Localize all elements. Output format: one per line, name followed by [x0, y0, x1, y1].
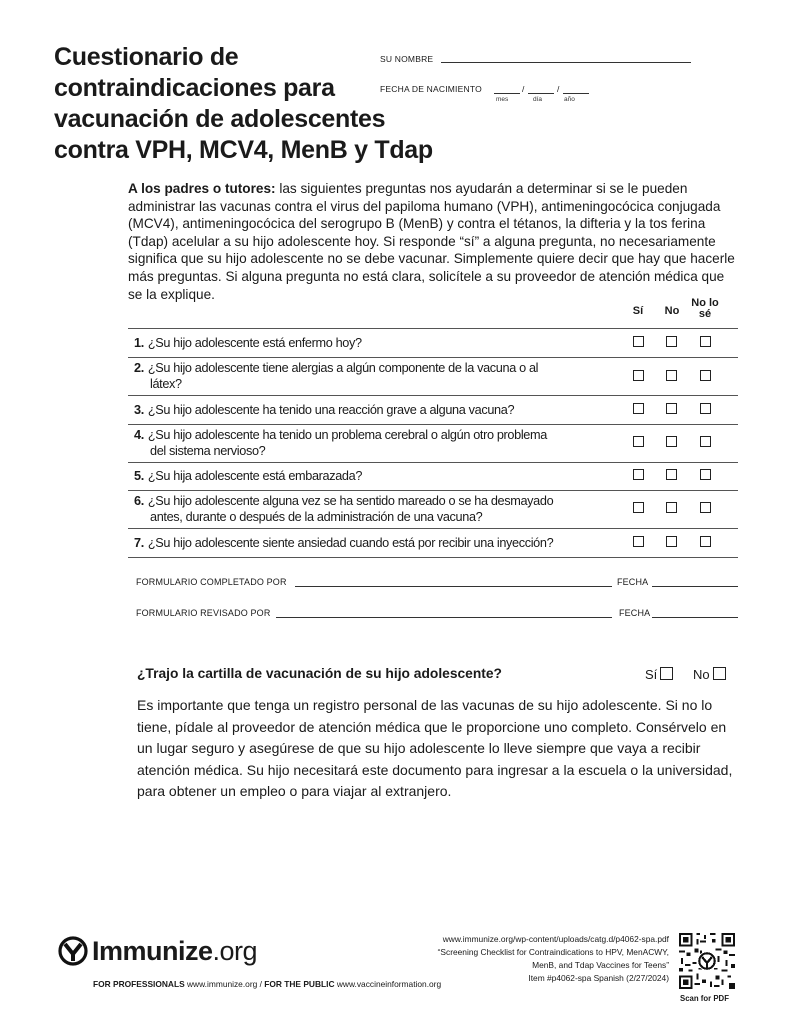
question-text: ¿Su hijo adolescente ha tenido una reacción grave a alguna vacuna?	[147, 403, 515, 417]
intro-lead: A los padres o tutores:	[128, 181, 276, 196]
row-divider	[128, 395, 738, 396]
question-number: 5.	[134, 469, 144, 483]
q4-no-checkbox[interactable]	[666, 436, 677, 447]
reviewed-date-label: FECHA	[619, 608, 651, 618]
reviewed-by-label: FORMULARIO REVISADO POR	[136, 608, 271, 618]
question-text: ¿Su hija adolescente está embarazada?	[147, 469, 363, 483]
q7-no-checkbox[interactable]	[666, 536, 677, 547]
record-card-yes-label: Sí	[645, 667, 658, 682]
q1-no-checkbox[interactable]	[666, 336, 677, 347]
logo-mark-icon	[58, 936, 88, 966]
column-no-heading: No	[664, 305, 680, 317]
title-line-3: vacunación de adolescentes	[54, 105, 386, 133]
public-label: FOR THE PUBLIC	[264, 979, 335, 989]
column-dontknow-line-2: sé	[698, 308, 712, 320]
q5-no-checkbox[interactable]	[666, 469, 677, 480]
q2-yes-checkbox[interactable]	[633, 370, 644, 381]
dob-day-hint: día	[533, 96, 543, 103]
q2-no-checkbox[interactable]	[666, 370, 677, 381]
question-number: 4.	[134, 428, 144, 442]
footer-reference	[438, 933, 669, 985]
title-line-2: contraindicaciones para	[54, 74, 335, 102]
q3-dontknow-checkbox[interactable]	[700, 403, 711, 414]
row-divider	[128, 357, 738, 358]
q6-no-checkbox[interactable]	[666, 502, 677, 513]
question-text-continued: antes, durante o después de la administración de una vacuna?	[150, 509, 483, 524]
dob-year-hint: año	[564, 96, 575, 103]
item-number: Item #p4062-spa Spanish (2/27/2024)	[528, 973, 669, 983]
question-6	[134, 494, 553, 525]
immunize-logo	[58, 934, 257, 968]
reference-title-line-2: MenB, and Tdap Vaccines for Teens”	[532, 960, 669, 970]
row-divider	[128, 557, 738, 558]
footer-divider: /	[259, 979, 262, 989]
pdf-link[interactable]: www.immunize.org/wp-content/uploads/catg.d/p4062-spa.pdf	[442, 934, 669, 944]
q3-yes-checkbox[interactable]	[633, 403, 644, 414]
q7-dontknow-checkbox[interactable]	[700, 536, 711, 547]
record-card-paragraph: Es importante que tenga un registro personal de las vacunas de su hijo adolescente. Si no lo tiene, pídale al proveedor de atención médica que le proporcione uno completo. Consérvelo en un lugar seguro y asegúrese de que su hijo adolescente lo lleve siempre que vaya a recibir atención médica. Su hijo necesitará este documento para ingresar a la escuela o la universidad, para obtener un empleo o para viajar al extranjero.	[137, 697, 733, 799]
record-card-yes-checkbox[interactable]	[660, 667, 673, 680]
q4-dontknow-checkbox[interactable]	[700, 436, 711, 447]
completed-by-label: FORMULARIO COMPLETADO POR	[136, 577, 287, 587]
q7-yes-checkbox[interactable]	[633, 536, 644, 547]
public-link[interactable]: www.vaccineinformation.org	[336, 979, 442, 989]
logo-main-text: Immunize	[92, 935, 213, 966]
row-divider	[128, 528, 738, 529]
question-4	[134, 428, 547, 459]
logo-suffix-text: .org	[212, 935, 258, 966]
dob-separator: /	[522, 84, 525, 94]
q5-dontknow-checkbox[interactable]	[700, 469, 711, 480]
question-number: 2.	[134, 361, 144, 375]
column-yes-heading: Sí	[632, 305, 644, 317]
intro-paragraph	[128, 180, 740, 303]
question-number: 6.	[134, 494, 144, 508]
column-dontknow-line-1: No lo	[691, 297, 719, 309]
reviewed-by-field[interactable]	[276, 617, 612, 618]
logo-wordmark	[92, 936, 257, 967]
question-text-continued: látex?	[150, 376, 182, 391]
question-2	[134, 361, 538, 392]
title-line-4: contra VPH, MCV4, MenB y Tdap	[54, 136, 433, 164]
scan-for-pdf-label: Scan for PDF	[680, 994, 729, 1003]
record-card-no-checkbox[interactable]	[713, 667, 726, 680]
question-5	[134, 469, 362, 485]
question-text-continued: del sistema nervioso?	[150, 443, 266, 458]
record-card-question: ¿Trajo la cartilla de vacunación de su hijo adolescente?	[137, 666, 502, 681]
footer-links	[93, 979, 441, 989]
question-text: ¿Su hijo adolescente siente ansiedad cuando está por recibir una inyección?	[147, 536, 554, 550]
q2-dontknow-checkbox[interactable]	[700, 370, 711, 381]
completed-by-field[interactable]	[295, 586, 612, 587]
dob-label: FECHA DE NACIMIENTO	[380, 84, 482, 94]
q1-yes-checkbox[interactable]	[633, 336, 644, 347]
reviewed-date-field[interactable]	[652, 617, 738, 618]
question-1	[134, 336, 362, 352]
q5-yes-checkbox[interactable]	[633, 469, 644, 480]
question-number: 7.	[134, 536, 144, 550]
dob-month-hint: mes	[496, 96, 509, 103]
completed-date-field[interactable]	[652, 586, 738, 587]
dob-month-field[interactable]	[494, 93, 520, 94]
question-number: 3.	[134, 403, 144, 417]
q6-yes-checkbox[interactable]	[633, 502, 644, 513]
reference-title-line-1: “Screening Checklist for Contraindications to HPV, MenACWY,	[437, 947, 669, 957]
question-text: ¿Su hijo adolescente está enfermo hoy?	[147, 336, 362, 350]
question-text: ¿Su hijo adolescente ha tenido un problema cerebral o algún otro problema	[147, 428, 547, 442]
name-field[interactable]	[441, 62, 691, 63]
completed-date-label: FECHA	[617, 577, 649, 587]
row-divider	[128, 328, 738, 329]
row-divider	[128, 424, 738, 425]
record-card-no-label: No	[693, 667, 710, 682]
dob-day-field[interactable]	[528, 93, 554, 94]
title-line-1: Cuestionario de	[54, 43, 239, 71]
qr-code-icon[interactable]	[679, 933, 735, 989]
name-label: SU NOMBRE	[380, 54, 434, 64]
question-text: ¿Su hijo adolescente tiene alergias a algún componente de la vacuna o al	[147, 361, 539, 375]
question-3	[134, 403, 514, 419]
question-number: 1.	[134, 336, 144, 350]
dob-year-field[interactable]	[563, 93, 589, 94]
row-divider	[128, 462, 738, 463]
intro-text: las siguientes preguntas nos ayudarán a determinar si se le pueden administrar las vacunas contra el virus del papiloma humano (VPH), antimeningocócica conjugada (MCV4), antimeningocócica del serogrupo B (MenB) y contra el tétanos, la difteria y la tos ferina (Tdap) acelular a su hijo adolescente hoy. Si responde “sí” a alguna pregunta, no necesariamente significa que su hijo adolescente no se debe vacunar. Simplemente quiere decir que hay que hacerle más preguntas. Si alguna pregunta no está clara, solicítele a su proveedor de atención médica que se la explique.	[128, 181, 735, 302]
dob-separator: /	[557, 84, 560, 94]
question-text: ¿Su hijo adolescente alguna vez se ha sentido mareado o se ha desmayado	[147, 494, 554, 508]
q3-no-checkbox[interactable]	[666, 403, 677, 414]
row-divider	[128, 490, 738, 491]
q1-dontknow-checkbox[interactable]	[700, 336, 711, 347]
pro-label: FOR PROFESSIONALS	[93, 979, 185, 989]
question-7	[134, 536, 553, 552]
column-dontknow-heading	[688, 298, 722, 320]
q6-dontknow-checkbox[interactable]	[700, 502, 711, 513]
pro-link[interactable]: www.immunize.org	[187, 979, 258, 989]
q4-yes-checkbox[interactable]	[633, 436, 644, 447]
